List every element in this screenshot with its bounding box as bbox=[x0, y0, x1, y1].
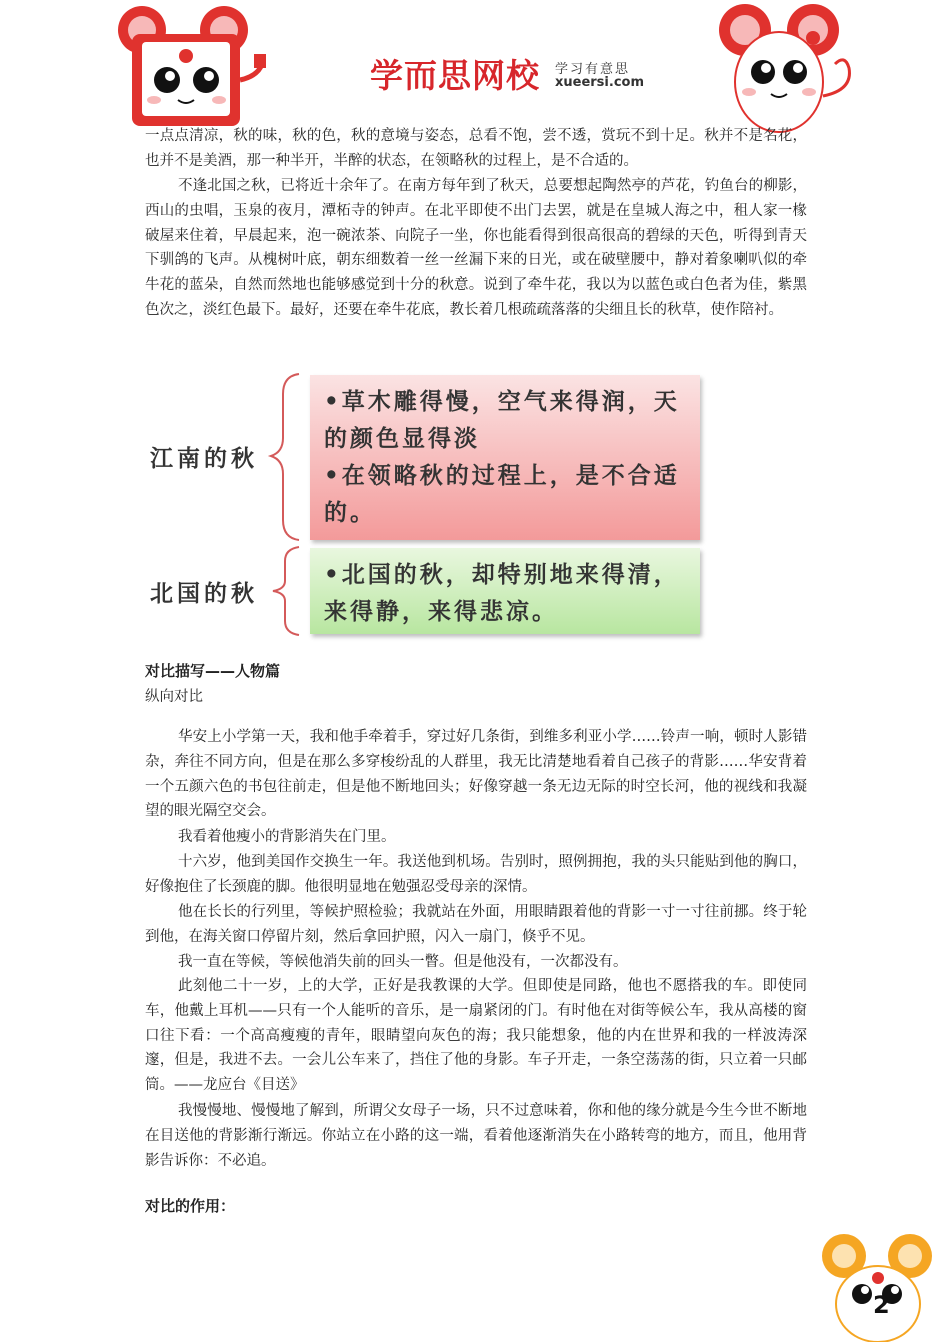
contrast-function-heading: 对比的作用： bbox=[145, 1197, 236, 1215]
brand-logo-text: 学而思网校 bbox=[370, 56, 540, 95]
mascot-footer-icon bbox=[818, 1232, 948, 1342]
north-points-box bbox=[310, 548, 700, 634]
intro-paragraph-2: 不逢北国之秋，已将近十余年了。在南方每年到了秋天，总要想起陶然亭的芦花，钓鱼台的柳影，西山的虫唱，玉泉的夜月，潭柘寺的钟声。在北平即使不出门去罢，就是在皇城人海之中，租人家一椽破屋来住着，早晨起来，泡一碗浓茶、向院子一坐，你也能看得到很高很高的碧绿的天色，听得到青天下驯鸽的飞声。从槐树叶底，朝东细数着一丝一丝漏下来的日光，或在破壁腰中，静对着象喇叭似的牵牛花的蓝朵，自然而然地也能够感觉到十分的秋意。说到了牵牛花，我以为以蓝色或白色者为佳，紫黑色次之，淡红色最下。最好，还要在牵牛花底，教长着几根疏疏落落的尖细且长的秋草，使作陪衬。 bbox=[145, 178, 807, 318]
brace-south-icon bbox=[265, 372, 310, 542]
story-paragraph-6: 此刻他二十一岁，上的大学，正好是我教课的大学。但即使是同路，他也不愿搭我的车。即使同车，他戴上耳机——只有一个人能听的音乐，是一扇紧闭的门。有时他在对街等候公车，我从高楼的窗口往下看：一个高高瘦瘦的青年，眼睛望向灰色的海；我只能想象，他的内在世界和我的一样波涛深邃，但是，我进不去。一会儿公车来了，挡住了他的身影。车子开走，一条空荡荡的街，只立着一只邮筒。——龙应台《目送》 bbox=[145, 978, 807, 1094]
section-subtitle: 纵向对比 bbox=[145, 689, 203, 705]
story-paragraph-2: 我看着他瘦小的背影消失在门里。 bbox=[178, 829, 396, 845]
intro-paragraph-1: 一点点清凉，秋的味，秋的色，秋的意境与姿态，总看不饱，尝不透，赏玩不到十足。秋并不是名花，也并不是美酒，那一种半开，半醉的状态，在领略秋的过程上，是不合适的。 bbox=[145, 128, 807, 169]
story-paragraph-4: 他在长长的行列里，等候护照检验；我就站在外面，用眼睛跟着他的背影一寸一寸往前挪。终于轮到他，在海关窗口停留片刻，然后拿回护照，闪入一扇门，倏乎不见。 bbox=[145, 904, 807, 945]
south-points-box bbox=[310, 375, 700, 540]
story-paragraph-1: 华安上小学第一天，我和他手牵着手，穿过好几条街，到维多利亚小学……铃声一响，顿时人影错杂，奔往不同方向，但是在那么多穿梭纷乱的人群里，我无比清楚地看着自己孩子的背影……华安背着一个五颜六色的书包往前走，但是他不断地回头；好像穿越一条无边无际的时空长河，他的视线和我凝望的眼光隔空交会。 bbox=[145, 729, 807, 820]
south-point-1: •草木雕得慢，空气来得润，天的颜色显得淡 bbox=[324, 388, 680, 452]
page-number: 2 bbox=[873, 1291, 890, 1319]
story-paragraph-5: 我一直在等候，等候他消失前的回头一瞥。但是他没有，一次都没有。 bbox=[178, 954, 628, 970]
north-autumn-label: 北国的秋 bbox=[150, 580, 258, 607]
brand-slogan: 学习有意思 bbox=[555, 62, 631, 77]
south-point-2: •在领略秋的过程上，是不合适的。 bbox=[324, 462, 680, 526]
mascot-left-icon bbox=[112, 2, 277, 132]
brace-north-icon bbox=[265, 545, 310, 637]
south-autumn-label: 江南的秋 bbox=[150, 445, 258, 472]
north-point-1: •北国的秋，却特别地来得清，来得静，来得悲凉。 bbox=[324, 561, 680, 625]
story-paragraph-3: 十六岁，他到美国作交换生一年。我送他到机场。告别时，照例拥抱，我的头只能贴到他的胸口，好像抱住了长颈鹿的脚。他很明显地在勉强忍受母亲的深情。 bbox=[145, 854, 807, 895]
brand-domain: xueersi.com bbox=[555, 75, 645, 90]
mascot-right-icon bbox=[715, 0, 865, 140]
section-title: 对比描写——人物篇 bbox=[145, 662, 281, 680]
story-paragraph-7: 我慢慢地、慢慢地了解到，所谓父女母子一场，只不过意味着，你和他的缘分就是今生今世不断地在目送他的背影渐行渐远。你站立在小路的这一端，看着他逐渐消失在小路转弯的地方，而且，他用背影告诉你：不必追。 bbox=[145, 1103, 807, 1169]
